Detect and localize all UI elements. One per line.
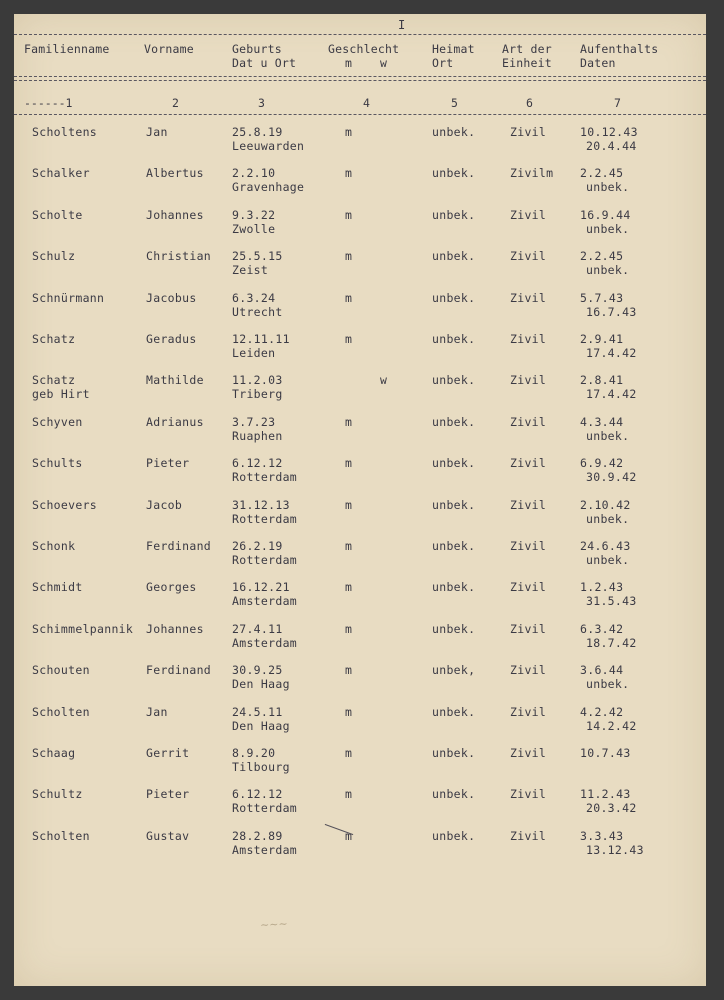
heimat-ort: unbek. — [432, 456, 476, 470]
sex-m: m — [345, 456, 353, 470]
sex-m: m — [345, 539, 353, 553]
heimat-ort: unbek. — [432, 373, 476, 387]
stay-date-from: 2.10.42 — [580, 498, 631, 512]
birth-place: Amsterdam — [232, 843, 298, 857]
heimat-ort: unbek. — [432, 705, 476, 719]
heimat-ort: unbek. — [432, 829, 476, 843]
family-name: Schaag — [32, 746, 76, 760]
stay-date-from: 5.7.43 — [580, 291, 624, 305]
handwritten-note: ~~~ — [259, 917, 288, 932]
stay-date-to: 20.3.42 — [586, 801, 637, 815]
einheit: Zivil — [510, 208, 547, 222]
sex-m: m — [345, 291, 353, 305]
stay-date-to: 17.4.42 — [586, 346, 637, 360]
stay-date-from: 2.2.45 — [580, 249, 624, 263]
stay-date-to: 16.7.43 — [586, 305, 637, 319]
stay-date-to: unbek. — [586, 553, 630, 567]
birth-date: 11.2.03 — [232, 373, 283, 387]
sex-m: m — [345, 705, 353, 719]
header-geburts: Geburts — [232, 42, 282, 56]
birth-date: 24.5.11 — [232, 705, 283, 719]
stay-date-to: unbek. — [586, 222, 630, 236]
heimat-ort: unbek. — [432, 249, 476, 263]
sex-m: m — [345, 663, 353, 677]
birth-date: 8.9.20 — [232, 746, 276, 760]
sex-m: m — [345, 622, 353, 636]
given-name: Ferdinand — [146, 663, 212, 677]
stay-date-from: 1.2.43 — [580, 580, 624, 594]
birth-date: 2.2.10 — [232, 166, 276, 180]
einheit: Zivil — [510, 373, 547, 387]
stay-date-to: 20.4.44 — [586, 139, 637, 153]
header-familienname: Familienname — [24, 42, 110, 56]
given-name: Mathilde — [146, 373, 204, 387]
document-page — [14, 14, 706, 986]
birth-date: 6.12.12 — [232, 456, 283, 470]
given-name: Johannes — [146, 622, 204, 636]
sex-m: m — [345, 125, 353, 139]
family-name: Scholten — [32, 829, 90, 843]
birth-place: Rotterdam — [232, 553, 298, 567]
birth-place: Zwolle — [232, 222, 276, 236]
header-bottom-rule — [14, 114, 706, 115]
stay-date-to: unbek. — [586, 263, 630, 277]
given-name: Pieter — [146, 456, 190, 470]
heimat-ort: unbek. — [432, 622, 476, 636]
stay-date-from: 10.12.43 — [580, 125, 638, 139]
sex-m: m — [345, 249, 353, 263]
family-name: Schnürmann — [32, 291, 105, 305]
birth-place: Rotterdam — [232, 470, 298, 484]
einheit: Zivil — [510, 456, 547, 470]
header-geschlecht-m: m — [345, 56, 353, 70]
given-name: Adrianus — [146, 415, 204, 429]
birth-place: Rotterdam — [232, 512, 298, 526]
einheit: Zivil — [510, 746, 547, 760]
stay-date-from: 3.6.44 — [580, 663, 624, 677]
heimat-ort: unbek. — [432, 291, 476, 305]
sex-m: m — [345, 208, 353, 222]
birth-place: Den Haag — [232, 719, 290, 733]
header-top-rule — [14, 34, 706, 35]
stay-date-to: 18.7.42 — [586, 636, 637, 650]
given-name: Georges — [146, 580, 197, 594]
einheit: Zivil — [510, 539, 547, 553]
birth-place: Tilbourg — [232, 760, 290, 774]
heimat-ort: unbek. — [432, 787, 476, 801]
sex-m: m — [345, 166, 353, 180]
stay-date-to: 30.9.42 — [586, 470, 637, 484]
birth-date: 9.3.22 — [232, 208, 276, 222]
heimat-ort: unbek. — [432, 498, 476, 512]
sex-m: m — [345, 415, 353, 429]
heimat-ort: unbek, — [432, 663, 476, 677]
column-number-3: 3 — [258, 96, 265, 110]
header-geschlecht: Geschlecht — [328, 42, 400, 56]
stay-date-to: 14.2.42 — [586, 719, 637, 733]
birth-date: 25.5.15 — [232, 249, 283, 263]
header-mid-rule-2 — [14, 80, 706, 81]
family-name: Schouten — [32, 663, 90, 677]
stay-date-from: 24.6.43 — [580, 539, 631, 553]
column-number-7: 7 — [614, 96, 621, 110]
family-name: Schatz — [32, 373, 76, 387]
einheit: Zivilm — [510, 166, 554, 180]
given-name: Pieter — [146, 787, 190, 801]
family-name-suffix: geb Hirt — [32, 387, 90, 401]
header-dat-u-ort: Dat u Ort — [232, 56, 297, 70]
birth-date: 31.12.13 — [232, 498, 290, 512]
given-name: Jacobus — [146, 291, 197, 305]
birth-place: Amsterdam — [232, 594, 298, 608]
given-name: Geradus — [146, 332, 197, 346]
einheit: Zivil — [510, 787, 547, 801]
birth-date: 28.2.89 — [232, 829, 283, 843]
birth-date: 26.2.19 — [232, 539, 283, 553]
birth-date: 25.8.19 — [232, 125, 283, 139]
heimat-ort: unbek. — [432, 539, 476, 553]
einheit: Zivil — [510, 580, 547, 594]
header-einheit: Einheit — [502, 56, 552, 70]
einheit: Zivil — [510, 622, 547, 636]
stay-date-to: 13.12.43 — [586, 843, 644, 857]
given-name: Jan — [146, 705, 168, 719]
einheit: Zivil — [510, 663, 547, 677]
einheit: Zivil — [510, 415, 547, 429]
header-daten: Daten — [580, 56, 616, 70]
stay-date-from: 3.3.43 — [580, 829, 624, 843]
heimat-ort: unbek. — [432, 166, 476, 180]
birth-place: Zeist — [232, 263, 269, 277]
stay-date-to: 31.5.43 — [586, 594, 637, 608]
column-number-5: 5 — [451, 96, 458, 110]
einheit: Zivil — [510, 498, 547, 512]
einheit: Zivil — [510, 249, 547, 263]
heimat-ort: unbek. — [432, 746, 476, 760]
stay-date-to: unbek. — [586, 677, 630, 691]
given-name: Albertus — [146, 166, 204, 180]
birth-place: Triberg — [232, 387, 283, 401]
sex-m: m — [345, 498, 353, 512]
family-name: Schultz — [32, 787, 83, 801]
einheit: Zivil — [510, 705, 547, 719]
stay-date-from: 11.2.43 — [580, 787, 631, 801]
given-name: Johannes — [146, 208, 204, 222]
birth-place: Utrecht — [232, 305, 283, 319]
header-heimat: Heimat — [432, 42, 475, 56]
einheit: Zivil — [510, 829, 547, 843]
stay-date-from: 2.2.45 — [580, 166, 624, 180]
header-geschlecht-w: w — [380, 56, 388, 70]
stay-date-from: 2.9.41 — [580, 332, 624, 346]
page-number: I — [398, 18, 406, 32]
family-name: Schyven — [32, 415, 83, 429]
birth-date: 30.9.25 — [232, 663, 283, 677]
stay-date-from: 2.8.41 — [580, 373, 624, 387]
sex-m: m — [345, 829, 353, 843]
header-aufenthalts: Aufenthalts — [580, 42, 659, 56]
birth-date: 16.12.21 — [232, 580, 290, 594]
stay-date-from: 16.9.44 — [580, 208, 631, 222]
heimat-ort: unbek. — [432, 415, 476, 429]
family-name: Schulz — [32, 249, 76, 263]
stay-date-from: 10.7.43 — [580, 746, 631, 760]
stay-date-from: 6.3.42 — [580, 622, 624, 636]
einheit: Zivil — [510, 125, 547, 139]
birth-date: 12.11.11 — [232, 332, 290, 346]
family-name: Scholte — [32, 208, 83, 222]
column-number-2: 2 — [172, 96, 179, 110]
given-name: Christian — [146, 249, 212, 263]
family-name: Schimmelpannik — [32, 622, 134, 636]
header-ort: Ort — [432, 56, 454, 70]
birth-place: Rotterdam — [232, 801, 298, 815]
sex-m: m — [345, 332, 353, 346]
einheit: Zivil — [510, 332, 547, 346]
birth-place: Leeuwarden — [232, 139, 305, 153]
column-number-1: ------1 — [24, 96, 73, 110]
family-name: Schonk — [32, 539, 76, 553]
given-name: Gerrit — [146, 746, 190, 760]
family-name: Schmidt — [32, 580, 83, 594]
sex-m: m — [345, 746, 353, 760]
stay-date-from: 6.9.42 — [580, 456, 624, 470]
birth-place: Den Haag — [232, 677, 290, 691]
stay-date-from: 4.2.42 — [580, 705, 624, 719]
birth-place: Amsterdam — [232, 636, 298, 650]
birth-date: 6.12.12 — [232, 787, 283, 801]
stay-date-to: unbek. — [586, 512, 630, 526]
birth-place: Ruaphen — [232, 429, 283, 443]
heimat-ort: unbek. — [432, 125, 476, 139]
column-number-4: 4 — [363, 96, 370, 110]
heimat-ort: unbek. — [432, 208, 476, 222]
given-name: Ferdinand — [146, 539, 212, 553]
family-name: Scholten — [32, 705, 90, 719]
family-name: Schoevers — [32, 498, 98, 512]
family-name: Schalker — [32, 166, 90, 180]
given-name: Jacob — [146, 498, 183, 512]
stay-date-to: unbek. — [586, 180, 630, 194]
stay-date-from: 4.3.44 — [580, 415, 624, 429]
header-art-der: Art der — [502, 42, 552, 56]
einheit: Zivil — [510, 291, 547, 305]
sex-m: m — [345, 787, 353, 801]
birth-date: 3.7.23 — [232, 415, 276, 429]
given-name: Jan — [146, 125, 168, 139]
heimat-ort: unbek. — [432, 332, 476, 346]
stay-date-to: 17.4.42 — [586, 387, 637, 401]
birth-place: Gravenhage — [232, 180, 305, 194]
given-name: Gustav — [146, 829, 190, 843]
sex-m: m — [345, 580, 353, 594]
heimat-ort: unbek. — [432, 580, 476, 594]
birth-date: 27.4.11 — [232, 622, 283, 636]
family-name: Scholtens — [32, 125, 98, 139]
header-vorname: Vorname — [144, 42, 194, 56]
header-mid-rule — [14, 76, 706, 77]
sex-w: w — [380, 373, 388, 387]
birth-date: 6.3.24 — [232, 291, 276, 305]
family-name: Schatz — [32, 332, 76, 346]
birth-place: Leiden — [232, 346, 276, 360]
column-number-6: 6 — [526, 96, 533, 110]
family-name: Schults — [32, 456, 83, 470]
stay-date-to: unbek. — [586, 429, 630, 443]
